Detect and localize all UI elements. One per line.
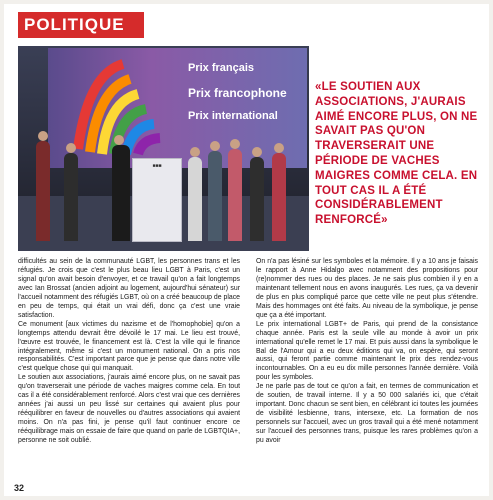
person-figure (228, 149, 242, 241)
paragraph: Je ne parle pas de tout ce qu'on a fait, en termes de communication et de soutien, de travail interne. Il y a 50 000 salariés ici, que c'était important. Donc chacun se sent bien, en célébrant ici toutes les journées de visibilité lesbienne, trans, intersexe, etc. La formation de nos personnels sur l'accueil, avec un gros travail qui a été mené notamment sur l'accueil des personnes trans, puisque les rares problèmes qu'on a pu avoir (256, 383, 478, 445)
magazine-page (4, 4, 489, 496)
person-figure (36, 141, 50, 241)
stage-screen (48, 48, 307, 168)
section-label: POLITIQUE (18, 12, 144, 38)
prize-label-international: Prix international (188, 110, 278, 122)
podium-sign: ■■■ (152, 163, 162, 169)
podium (132, 158, 182, 242)
article-column-right (256, 258, 478, 446)
prize-label-francophone: Prix francophone (188, 86, 287, 100)
article-column-left (18, 258, 240, 446)
prize-label-francais: Prix français (188, 62, 255, 74)
page-number: 32 (14, 483, 25, 493)
paragraph: difficultés au sein de la communauté LGBT, les personnes trans et les réfugiés. Je crois que c'est le plus beau lieu LGBT à Paris, c'est un signal qu'on avait besoin d'envoyer, et ce travail qu'on a fait longtemps avec Ian Brossat (ancien adjoint au logement, aujourd'hui sénateur) sur l'accueil notamment des réfugiés LGBT, où on a créé beaucoup de place en peu de temps, qui était un vrai défi, donc ça c'est une vraie satisfaction. (18, 258, 240, 319)
person-figure (112, 145, 130, 241)
paragraph: Le prix international LGBT+ de Paris, qui prend de la consistance chaque année. Paris est la seule ville au monde à avoir un prix international qu'elle remet le 17 mai. Et puis aussi dans la symbolique le Bal de l'Amour qui a eu deux éditions qui va, on espère, qui seront aussi, qui feront partie comme maintenant le prix des rendez-vous incontournables. On a eu eu dix mille personnes l'année dernière. Voilà pour les symboles. (256, 320, 478, 382)
person-figure (272, 153, 286, 241)
pull-quote: «LE SOUTIEN AUX ASSOCIATIONS, J'AURAIS AIMÉ ENCORE PLUS, ON NE SAVAIT PAS QU'ON TRAVERSERAIT UNE PÉRIODE DE VACHES MAIGRES COMME CELA. EN TOUT CAS IL A ÉTÉ CONSIDÉRABLEMENT RENFORCÉ» (315, 81, 478, 227)
paragraph: Le soutien aux associations, j'aurais aimé encore plus, on ne savait pas qu'on traverserait une période de vaches maigres comme cela. En tout cas il a été considérablement renforcé. Alors c'est vrai que ces dernières années j'ai aussi un peu lissé sur certaines qui avaient plus pour rééquilibrer en faveur de nouvelles ou d'autres associations qui avaient moins. On n'a pas fini, je pense qu'il faut continuer encore ce rééquilibrage mais on essaie de faire que quand on parle de LGBTQIA+, personne ne soit oublié. (18, 374, 240, 445)
person-figure (188, 157, 202, 241)
paragraph: On n'a pas lésiné sur les symboles et la mémoire. Il y a 10 ans je faisais le rapport à Anne Hidalgo avec notamment des propositions pour (re)nommer des rues ou des places. Je ne sais plus combien il y en a maintenant tellement nous en avons inaugurés. Les rues, ça va devenir de plus en plus compliqué parce que cette ville ne peut plus s'étendre. Mais des hommages ont été faits. Au niveau de la symbolique, je pense que ça a été important. (256, 258, 478, 319)
person-figure (250, 157, 264, 241)
person-figure (64, 153, 78, 241)
event-photo (18, 46, 309, 251)
person-figure (208, 151, 222, 241)
paragraph: Ce monument [aux victimes du nazisme et de l'homophobie] qu'on a longtemps attendu devrait être dévoilé le 17 mai. Le lieu est trouvé, l'œuvre est trouvée, le financement est là. C'est la ville qui le finance intégralement, même si c'est un monument national. On a pris nos responsabilités. C'est important parce que je pense que dans notre ville c'est quelque chose qui qui manquait. (18, 320, 240, 373)
